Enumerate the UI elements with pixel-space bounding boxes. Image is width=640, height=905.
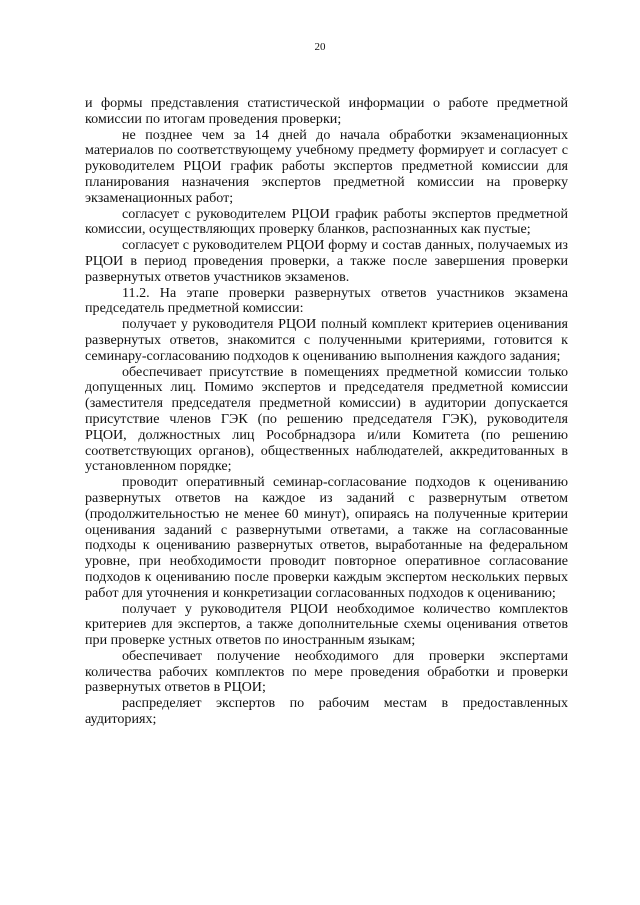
page-number: 20: [314, 41, 326, 53]
paragraph-section-11-2: 11.2. На этапе проверки развернутых ответов участников экзамена председатель предметной комиссии:: [85, 284, 568, 317]
paragraph-seminar: проводит оперативный семинар-согласование подходов к оцениванию развернутых ответов на каждое из заданий с развернутым ответом (продолжительностью не менее 60 минут), опираясь на полученные критерии оценивания заданий с развернутыми ответами, а также на согласованные подходы к оцениванию развернутых ответов, выработанные на федеральном уровне, при необходимости проводит повторное оперативное согласование подходов к оцениванию после проверки каждым экспертом нескольких первых работ для уточнения и конкретизации согласованных подходов к оцениванию;: [85, 474, 568, 601]
paragraph-admission: обеспечивает присутствие в помещениях предметной комиссии только допущенных лиц. Помимо экспертов и председателя предметной комиссии (заместителя председателя предметной комиссии) в аудитории допускается присутствие членов ГЭК (по решению председателя ГЭК), руководителя РЦОИ, должностных лиц Рособрнадзора и/или Комитета (по решению соответствующих органов), общественных наблюдателей, аккредитованных в установленном порядке;: [85, 363, 568, 475]
paragraph-schedule-formation: не позднее чем за 14 дней до начала обработки экзаменационных материалов по соответствующему учебному предмету формирует и согласует с руководителем РЦОИ график работы экспертов предметной комиссии для планирования назначения экспертов предметной комиссии на проверку экзаменационных работ;: [85, 126, 568, 206]
paragraph-distribution: распределяет экспертов по рабочим местам в предоставленных аудиториях;: [85, 695, 568, 728]
paragraph-schedule-blank-check: согласует с руководителем РЦОИ график работы экспертов предметной комиссии, осуществляющих проверку бланков, распознанных как пустые;: [85, 205, 568, 238]
paragraph-continuation: и формы представления статистической информации о работе предметной комиссии по итогам проведения проверки;: [85, 95, 568, 127]
paragraph-work-sets: обеспечивает получение необходимого для проверки экспертами количества рабочих комплектов по мере проведения обработки и проверки развернутых ответов в РЦОИ;: [85, 647, 568, 696]
paragraph-criteria-receipt: получает у руководителя РЦОИ полный комплект критериев оценивания развернутых ответов, знакомится с полученными критериями, готовится к семинару-согласованию подходов к оцениванию выполнения каждого задания;: [85, 316, 568, 364]
paragraph-data-form: согласует с руководителем РЦОИ форму и состав данных, получаемых из РЦОИ в период проведения проверки, а также после завершения проверки развернутых ответов участников экзаменов.: [85, 237, 568, 285]
document-body: [85, 96, 568, 728]
paragraph-criteria-sets: получает у руководителя РЦОИ необходимое количество комплектов критериев для экспертов, а также дополнительные схемы оценивания ответов при проверке устных ответов по иностранным языкам;: [85, 600, 568, 649]
